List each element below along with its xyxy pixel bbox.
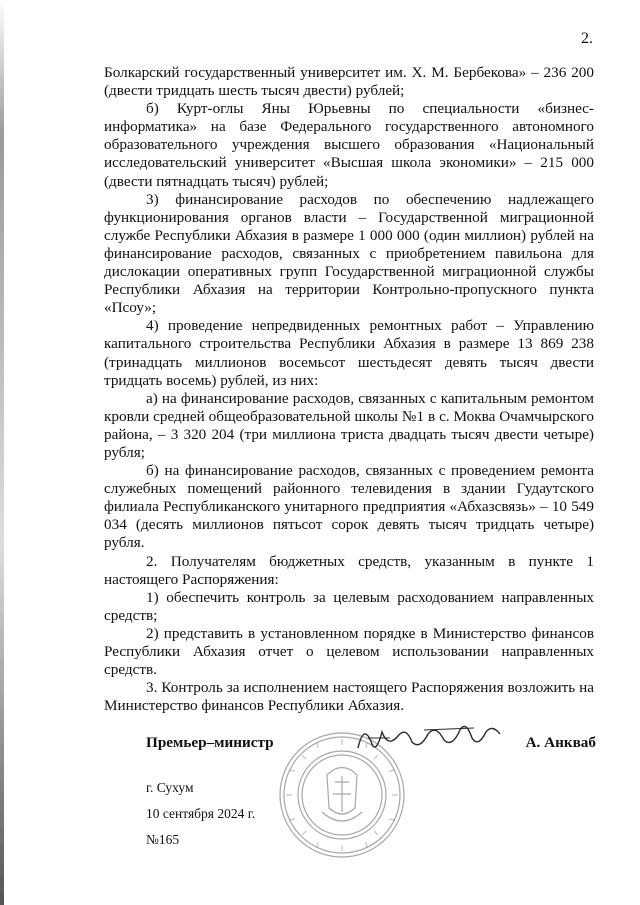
paragraph: 4) проведение непредвиденных ремонтных работ – Управлению капитального строительства Республики Абхазия в размере 13 869 238 (тринадцать миллионов восемьсот шестьдесят девять тысяч двести тридцать восемь) рублей, из них: — [104, 317, 594, 389]
handwritten-signature — [354, 718, 504, 758]
paragraph: б) Курт-оглы Яны Юрьевны по специальности «бизнес-информатика» на базе Федерального государственного автономного образовательного учреждения высшего образования «Национальный исследовательский университет «Высшая школа экономики» – 215 000 (двести пятнадцать тысяч) рублей; — [104, 100, 594, 190]
paragraph: 3) финансирование расходов по обеспечению надлежащего функционирования органов власти – Государственной миграционной службе Республики Абхазия в размере 1 000 000 (один миллион) рублей на финансирование расходов, связанных с приобретением павильона для дислокации оперативных групп Государственной миграционной службы Республики Абхазия на территории Контрольно-пропускного пункта «Псоу»; — [104, 190, 594, 317]
paragraph: а) на финансирование расходов, связанных с капитальным ремонтом кровли средней общеобразовательной школы №1 в с. Моква Очамчырского района, – 3 320 204 (три миллиона триста двадцать тысяч двести четыре) рубля; — [104, 389, 594, 461]
document-body — [104, 64, 594, 715]
place-of-signing: г. Сухум — [146, 780, 194, 795]
paragraph: 2. Получателям бюджетных средств, указанным в пункте 1 настоящего Распоряжения: — [104, 552, 594, 588]
paragraph: Болкарский государственный университет им. Х. М. Бербекова» – 236 200 (двести тридцать шесть тысяч двести) рублей; — [104, 64, 594, 100]
paragraph: 3. Контроль за исполнением настоящего Распоряжения возложить на Министерство финансов Республики Абхазия. — [104, 679, 594, 715]
signatory-name: А. Анкваб — [525, 734, 596, 751]
paragraph: б) на финансирование расходов, связанных с проведением ремонта служебных помещений районного телевидения в здании Гудаутского филиала Республиканского унитарного предприятия «Абхазсвязь» – 10 549 034 (десять миллионов пятьсот сорок девять тысяч тридцать четыре) рубля. — [104, 462, 594, 552]
document-number: №165 — [146, 832, 180, 847]
signatory-title: Премьер–министр — [146, 734, 274, 751]
signature-block — [146, 734, 596, 874]
paragraph: 2) представить в установленном порядке в Министерство финансов Республики Абхазия отчет о целевом использовании направленных средств. — [104, 624, 594, 679]
signing-date: 10 сентября 2024 г. — [146, 806, 256, 821]
page-number: 2. — [581, 30, 593, 47]
scan-edge — [0, 0, 4, 905]
paragraph: 1) обеспечить контроль за целевым расходованием направленных средств; — [104, 588, 594, 624]
